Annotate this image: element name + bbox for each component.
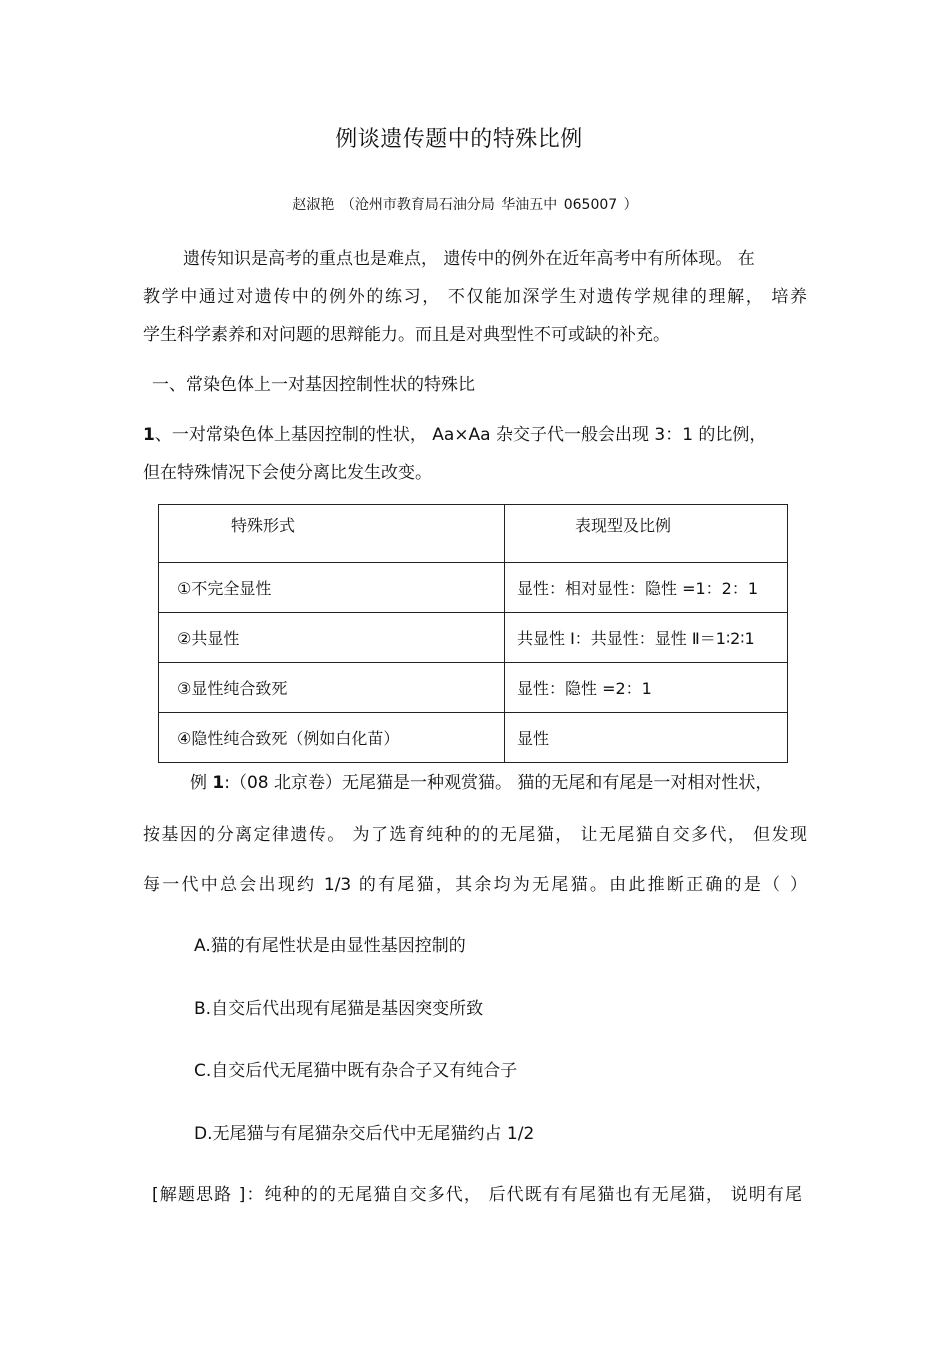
option-c: C.自交后代无尾猫中既有杂合子又有纯合子: [194, 1061, 518, 1081]
table-cell-ratio: 显性：隐性 =2：1: [505, 663, 788, 713]
example1-line-2: 按基因的分离定律遗传。 为了选育纯种的的无尾猫， 让无尾猫自交多代， 但发现: [143, 825, 807, 845]
example1-line-1: [190, 775, 772, 792]
example1-text: :（08 北京卷）无尾猫是一种观赏猫。 猫的无尾和有尾是一对相对性状，: [224, 773, 773, 793]
table-cell-form: ②共显性: [159, 613, 505, 663]
table-row: [159, 663, 788, 713]
table-header-cell: 表现型及比例: [505, 505, 788, 563]
table-row: [159, 613, 788, 663]
intro-line-3: 学生科学素养和对问题的思辩能力。而且是对典型性不可或缺的补充。: [143, 325, 670, 345]
point1-number: 1: [143, 425, 155, 445]
page-title: 例谈遗传题中的特殊比例: [335, 127, 583, 152]
intro-line-2: 教学中通过对遗传中的例外的练习， 不仅能加深学生对遗传学规律的理解， 培养: [143, 287, 807, 307]
author-line: 赵淑艳 （沧州市教育局石油分局 华油五中 065007 ）: [292, 197, 638, 213]
option-a: A.猫的有尾性状是由显性基因控制的: [194, 936, 466, 956]
table-row: [159, 713, 788, 763]
example1-label: 例: [190, 773, 213, 793]
option-b: B.自交后代出现有尾猫是基因突变所致: [194, 999, 484, 1019]
point1-line-2: 但在特殊情况下会使分离比发生改变。: [143, 463, 432, 483]
table-cell-ratio: 共显性 Ⅰ：共显性：显性 Ⅱ＝1∶2∶1: [505, 613, 788, 663]
ratio-table: [158, 504, 788, 763]
intro-line-1: 遗传知识是高考的重点也是难点， 遗传中的例外在近年高考中有所体现。 在: [183, 249, 755, 269]
table-cell-ratio: 显性: [505, 713, 788, 763]
point1-line-1: [143, 427, 766, 444]
example1-line-3: 每一代中总会出现约 1/3 的有尾猫，其余均为无尾猫。由此推断正确的是（ ）: [143, 875, 807, 895]
option-d: D.无尾猫与有尾猫杂交后代中无尾猫约占 1/2: [194, 1124, 535, 1144]
table-cell-ratio: 显性：相对显性：隐性 =1：2：1: [505, 563, 788, 613]
table-cell-form: ①不完全显性: [159, 563, 505, 613]
example1-number: 1: [212, 773, 225, 793]
table-cell-form: ④隐性纯合致死（例如白化苗）: [159, 713, 505, 763]
solution-line: [解题思路 ]：纯种的的无尾猫自交多代， 后代既有有尾猫也有无尾猫， 说明有尾: [152, 1185, 802, 1205]
point1-text: 、一对常染色体上基因控制的性状， Aa×Aa 杂交子代一般会出现 3：1 的比例，: [154, 425, 767, 445]
table-row: [159, 563, 788, 613]
table-header-cell: 特殊形式: [159, 505, 505, 563]
table-header-row: [159, 505, 788, 563]
section-heading: 一、常染色体上一对基因控制性状的特殊比: [152, 375, 475, 395]
table-cell-form: ③显性纯合致死: [159, 663, 505, 713]
